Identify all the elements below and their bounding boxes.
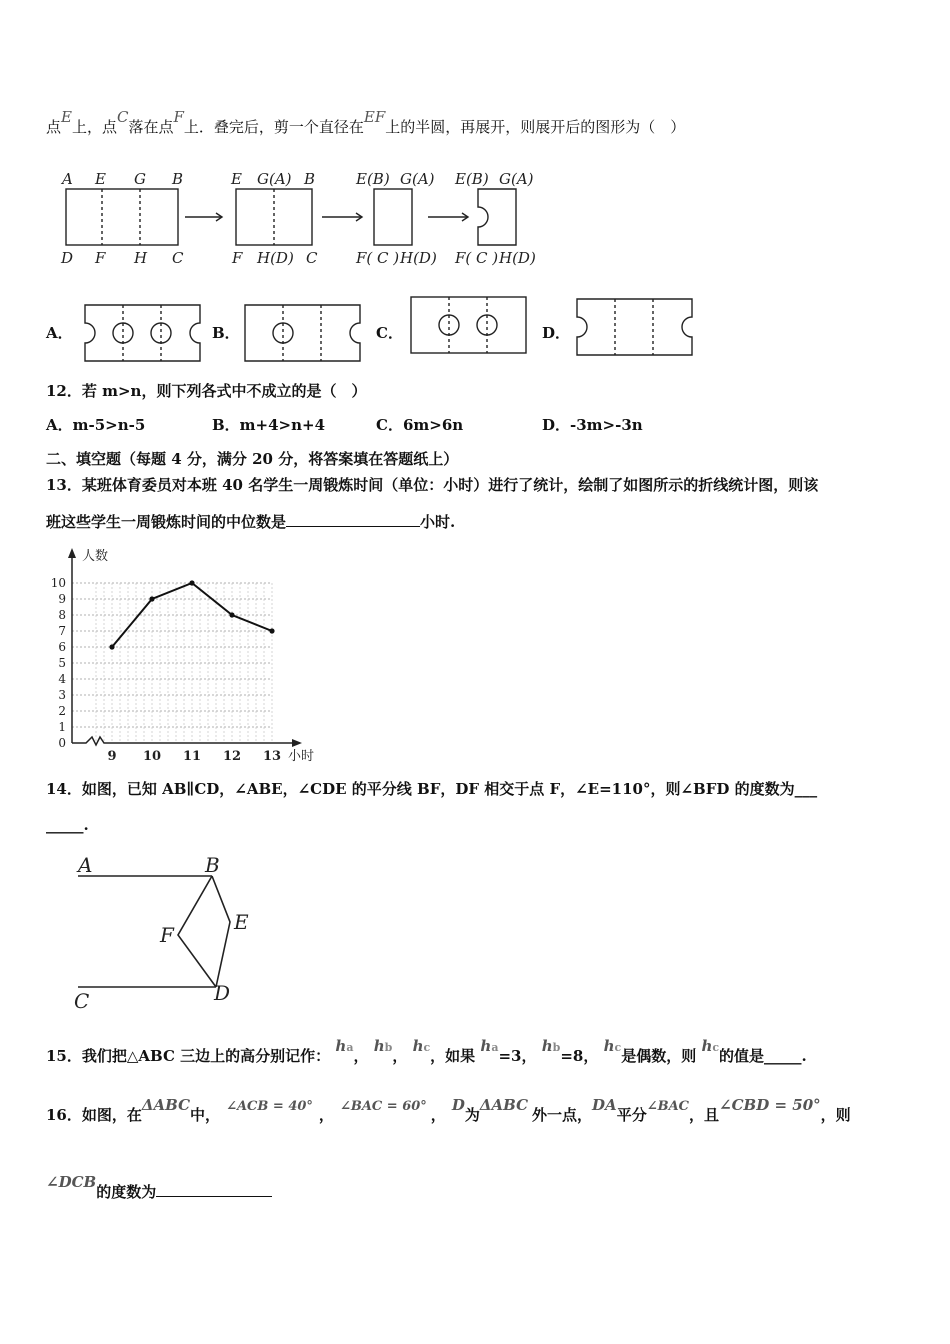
fold-label: F bbox=[95, 249, 106, 267]
x-tick-label: 13 bbox=[262, 749, 282, 764]
chart-grid bbox=[72, 583, 272, 743]
option-b-label[interactable]: B． bbox=[212, 324, 240, 342]
point-label: B bbox=[205, 853, 220, 877]
y-tick-label: 3 bbox=[58, 688, 66, 702]
chart-axes bbox=[68, 548, 302, 747]
fold-label: E bbox=[95, 170, 106, 188]
q12-option-b[interactable]: B．m+4>n+4 bbox=[212, 416, 326, 434]
answer-blank[interactable] bbox=[156, 1182, 272, 1197]
y-tick-label: 1 bbox=[58, 720, 66, 734]
q13-line1: 13．某班体育委员对本班 40 名学生一周锻炼时间（单位：小时）进行了统计，绘制了如图所示的折线统计图，则该 bbox=[46, 476, 819, 494]
y-tick-label: 10 bbox=[50, 576, 66, 590]
data-point bbox=[229, 612, 234, 617]
data-point bbox=[149, 596, 154, 601]
parallel-lines-diagram bbox=[70, 850, 270, 1013]
chart-labels bbox=[51, 548, 314, 764]
q14-text: 14．如图，已知 AB∥CD，∠ABE，∠CDE 的平分线 BF，DF 相交于点 F，∠E=110°，则∠BFD 的度数为___ bbox=[46, 780, 818, 798]
point-label: C bbox=[74, 989, 90, 1013]
q16-line2: ∠DCB的度数为 bbox=[46, 1181, 272, 1202]
fold-label: F( C ) bbox=[356, 249, 400, 267]
option-b-figure[interactable] bbox=[244, 304, 362, 362]
fold-label: F( C ) bbox=[455, 249, 499, 267]
fold-label: E bbox=[231, 170, 242, 188]
x-axis-label: 小时 bbox=[288, 749, 315, 764]
y-tick-label: 0 bbox=[58, 736, 66, 750]
line-chart bbox=[50, 544, 330, 764]
fold-label: H bbox=[134, 249, 148, 267]
fold-label: F bbox=[232, 249, 243, 267]
fold-label: C bbox=[172, 249, 184, 267]
fold-label: H(D) bbox=[257, 249, 294, 267]
x-axis-arrow bbox=[292, 739, 302, 747]
fold-label: E(B) bbox=[455, 170, 489, 188]
option-a-label[interactable]: A． bbox=[46, 324, 73, 342]
fold-label: G(A) bbox=[400, 170, 435, 188]
option-c-figure[interactable] bbox=[410, 296, 528, 354]
fold-label: G(A) bbox=[499, 170, 534, 188]
data-point bbox=[109, 644, 114, 649]
answer-blank[interactable] bbox=[286, 512, 420, 527]
fold-label: G(A) bbox=[257, 170, 292, 188]
option-c-label[interactable]: C． bbox=[376, 324, 403, 342]
q12-option-d[interactable]: D．-3m>-3n bbox=[542, 416, 643, 434]
fold-label: H(D) bbox=[499, 249, 536, 267]
q15-text: 15．我们把△ABC 三边上的高分别记作： $h^a$， $h^b$， $h^c$，如果 $h^a=3$， $h^b=8$， $h^c$是偶数，则 $h^c$的值是_____. bbox=[46, 1037, 807, 1065]
q11-text: 点E上，点C落在点F上．叠完后，剪一个直径在EF上的半圆，再展开，则展开后的图形为（ ） bbox=[46, 108, 686, 136]
q14-text2: _____. bbox=[46, 816, 89, 834]
y-tick-label: 7 bbox=[58, 624, 66, 638]
x-tick-label: 10 bbox=[142, 749, 162, 764]
fold-label: G bbox=[134, 170, 146, 188]
option-d-figure[interactable] bbox=[576, 298, 694, 356]
y-tick-label: 5 bbox=[58, 656, 66, 670]
point-label: E bbox=[234, 910, 249, 934]
q12-option-a[interactable]: A．m-5>n-5 bbox=[46, 416, 146, 434]
fold-diagram bbox=[50, 165, 550, 275]
point-label: F bbox=[160, 923, 174, 947]
q12-stem: 12．若 m>n，则下列各式中不成立的是（ ） bbox=[46, 382, 367, 400]
fold-label: D bbox=[61, 249, 74, 267]
q16-text: 16．如图，在ΔABC中， ∠ACB = 40° ， ∠BAC = 60° ，D为ΔABC外一点，DA平分∠BAC，且∠CBD = 50°，则 bbox=[46, 1096, 851, 1124]
y-axis-label: 人数 bbox=[82, 549, 109, 564]
y-tick-label: 8 bbox=[58, 608, 66, 622]
fold-label: B bbox=[172, 170, 184, 188]
y-tick-label: 9 bbox=[58, 592, 66, 606]
fold-label: H(D) bbox=[400, 249, 437, 267]
point-label: A bbox=[78, 853, 93, 877]
y-tick-label: 2 bbox=[58, 704, 66, 718]
y-axis-arrow bbox=[68, 548, 76, 558]
option-a-figure[interactable] bbox=[84, 304, 202, 362]
data-point bbox=[269, 628, 274, 633]
point-label: D bbox=[214, 981, 231, 1005]
fold-label: B bbox=[304, 170, 316, 188]
q13-line2: 班这些学生一周锻炼时间的中位数是 小时. bbox=[46, 513, 456, 531]
q12-option-c[interactable]: C．6m>6n bbox=[376, 416, 464, 434]
fold-label: C bbox=[306, 249, 318, 267]
option-d-label[interactable]: D． bbox=[542, 324, 571, 342]
x-axis bbox=[72, 737, 294, 745]
data-point bbox=[189, 580, 194, 585]
x-tick-label: 11 bbox=[182, 749, 202, 764]
section-heading: 二、填空题（每题 4 分，满分 20 分，将答案填在答题纸上） bbox=[46, 450, 459, 468]
y-tick-label: 6 bbox=[58, 640, 66, 654]
x-tick-label: 9 bbox=[107, 749, 117, 764]
fold-label: A bbox=[62, 170, 73, 188]
y-tick-label: 4 bbox=[58, 672, 66, 686]
x-tick-label: 12 bbox=[222, 749, 242, 764]
fold-label: E(B) bbox=[356, 170, 390, 188]
